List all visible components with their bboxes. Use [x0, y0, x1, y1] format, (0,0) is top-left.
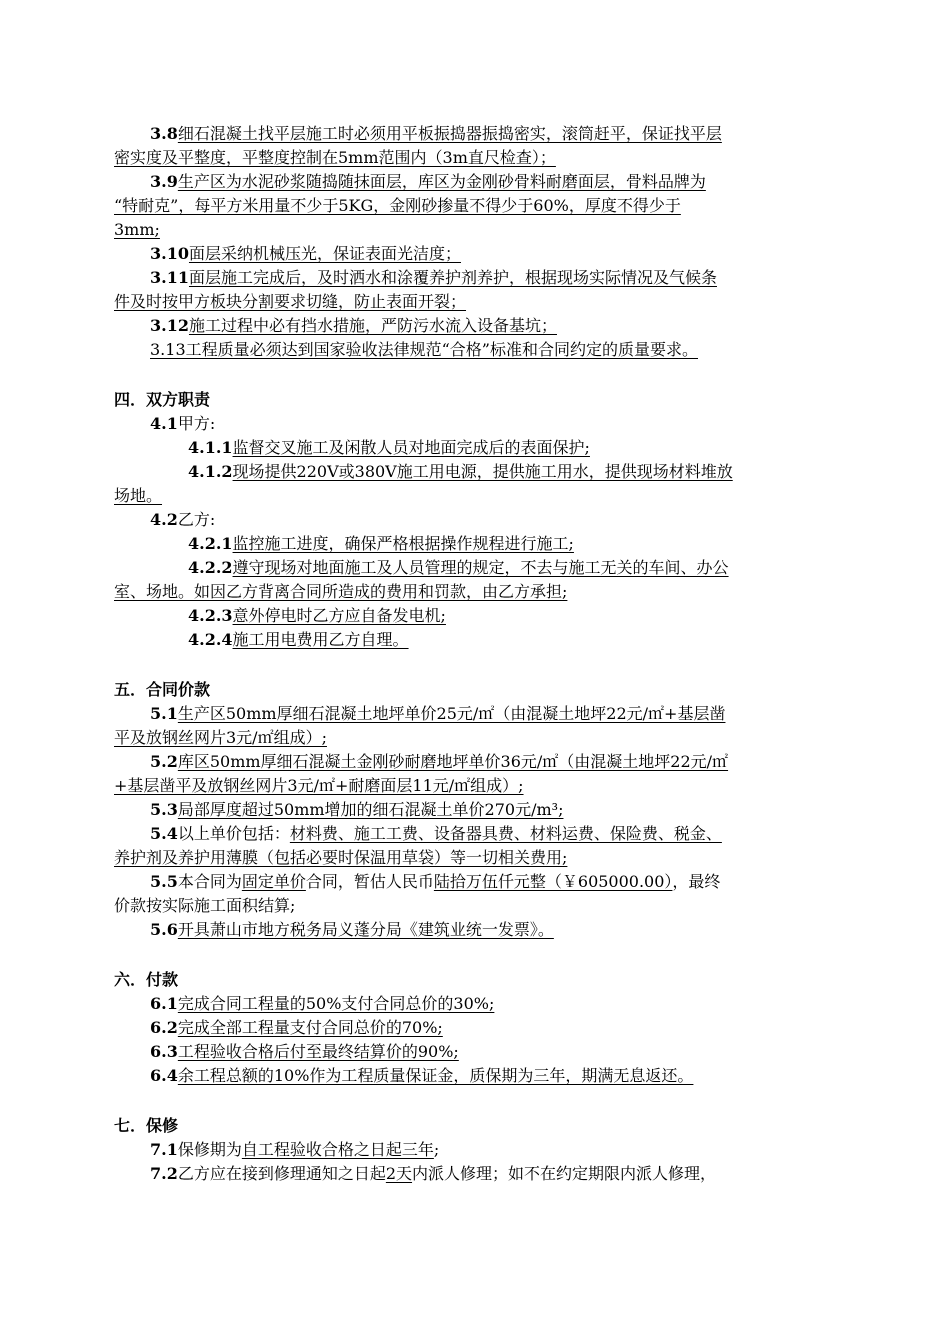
- section-6-title: 六．付款: [114, 970, 179, 989]
- clause-5-4-line1: 5.4以上单价包括：材料费、施工工费、设备器具费、材料运费、保险费、税金、: [150, 824, 722, 843]
- clause-5-2-line2: +基层凿平及放钢丝网片3元/㎡+耐磨面层11元/㎡组成）;: [114, 776, 524, 795]
- clause-4-2-1: 4.2.1监控施工进度，确保严格根据操作规程进行施工;: [188, 534, 574, 553]
- clause-6-1: 6.1完成合同工程量的50%支付合同总价的30%;: [150, 994, 495, 1013]
- clause-3-8-line1: 3.8细石混凝土找平层施工时必须用平板振捣器振捣密实，滚筒赶平，保证找平层: [150, 124, 722, 143]
- clause-3-11-line1: 3.11面层施工完成后，及时洒水和涂覆养护剂养护，根据现场实际情况及气候条: [150, 268, 717, 287]
- clause-4-1-2-line1: 4.1.2现场提供220V或380V施工用电源，提供施工用水，提供现场材料堆放: [188, 462, 733, 481]
- clause-3-9-line2: “特耐克”，每平方米用量不少于5KG，金刚砂掺量不得少于60%，厚度不得少于: [114, 196, 681, 215]
- clause-3-11-line2: 件及时按甲方板块分割要求切缝，防止表面开裂；: [114, 292, 467, 311]
- clause-6-4: 6.4余工程总额的10%作为工程质量保证金，质保期为三年，期满无息返还。: [150, 1066, 694, 1085]
- clause-7-2: 7.2乙方应在接到修理通知之日起2天内派人修理；如不在约定期限内派人修理，: [150, 1164, 717, 1183]
- clause-3-8-line2: 密实度及平整度，平整度控制在5mm范围内（3m直尺检查）；: [114, 148, 556, 167]
- clause-5-3: 5.3局部厚度超过50mm增加的细石混凝土单价270元/m³;: [150, 800, 564, 819]
- clause-4-2-2-line1: 4.2.2遵守现场对地面施工及人员管理的规定，不去与施工无关的车间、办公: [188, 558, 729, 577]
- clause-7-1: 7.1保修期为自工程验收合格之日起三年;: [150, 1140, 440, 1159]
- clause-5-6: 5.6开具萧山市地方税务局义蓬分局《建筑业统一发票》。: [150, 920, 554, 939]
- clause-4-2: 4.2乙方:: [150, 510, 216, 529]
- clause-3-13: 3.13工程质量必须达到国家验收法律规范“合格”标准和合同约定的质量要求。: [150, 340, 698, 359]
- clause-5-1-line1: 5.1生产区50mm厚细石混凝土地坪单价25元/㎡（由混凝土地坪22元/㎡+基层凿: [150, 704, 726, 723]
- clause-4-2-4: 4.2.4施工用电费用乙方自理。: [188, 630, 409, 649]
- clause-4-2-2-line2: 室、场地。如因乙方背离合同所造成的费用和罚款，由乙方承担;: [114, 582, 568, 601]
- clause-4-2-3: 4.2.3意外停电时乙方应自备发电机;: [188, 606, 446, 625]
- clause-3-9-line3: 3mm;: [114, 220, 160, 239]
- clause-3-9-line1: 3.9生产区为水泥砂浆随捣随抹面层，库区为金刚砂骨料耐磨面层，骨料品牌为: [150, 172, 706, 191]
- clause-3-12: 3.12施工过程中必有挡水措施，严防污水流入设备基坑；: [150, 316, 557, 335]
- clause-4-1-2-line2: 场地。: [114, 486, 163, 505]
- clause-5-2-line1: 5.2库区50mm厚细石混凝土金刚砂耐磨地坪单价36元/㎡（由混凝土地坪22元/㎡: [150, 752, 729, 771]
- section-7-title: 七．保修: [114, 1116, 179, 1135]
- clause-6-2: 6.2完成全部工程量支付合同总价的70%;: [150, 1018, 443, 1037]
- contract-page: [114, 122, 838, 1186]
- clause-5-1-line2: 平及放钢丝网片3元/㎡组成）;: [114, 728, 327, 747]
- clause-3-10: 3.10面层采纳机械压光，保证表面光洁度；: [150, 244, 461, 263]
- clause-6-3: 6.3工程验收合格后付至最终结算价的90%;: [150, 1042, 459, 1061]
- clause-5-5-line1: 5.5本合同为固定单价合同，暂估人民币陆拾万伍仟元整（￥605000.00），最终: [150, 872, 721, 891]
- clause-5-4-line2: 养护剂及养护用薄膜（包括必要时保温用草袋）等一切相关费用;: [114, 848, 568, 867]
- clause-5-5-line2: 价款按实际施工面积结算;: [114, 896, 296, 915]
- clause-4-1: 4.1甲方:: [150, 414, 216, 433]
- clause-4-1-1: 4.1.1监督交叉施工及闲散人员对地面完成后的表面保护;: [188, 438, 590, 457]
- section-4-title: 四．双方职责: [114, 390, 211, 409]
- section-5-title: 五．合同价款: [114, 680, 211, 699]
